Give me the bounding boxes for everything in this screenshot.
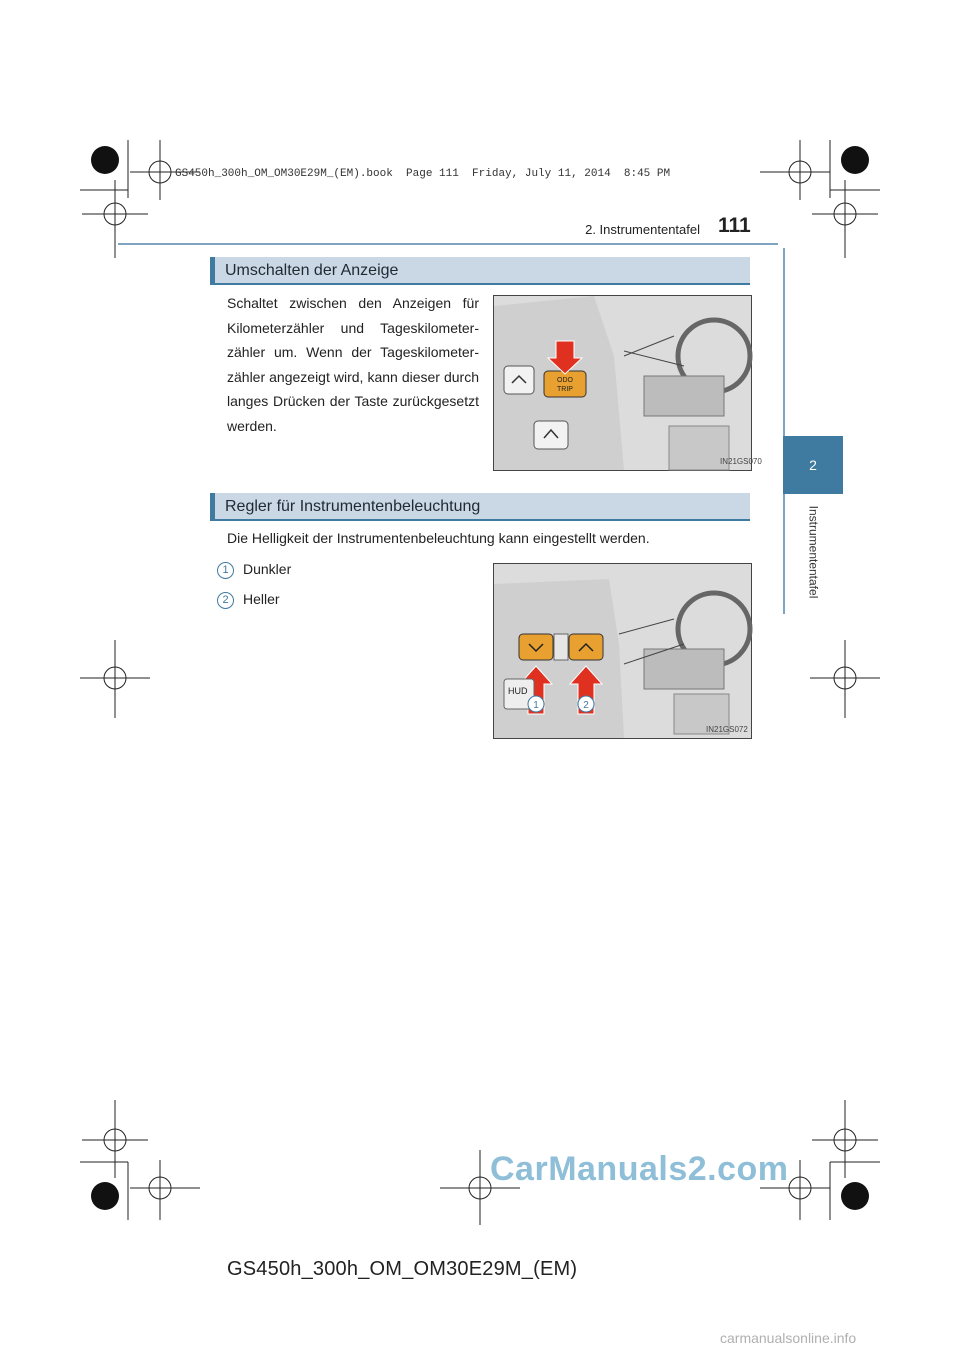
- header-rule: [118, 243, 778, 245]
- section-text-display-switch: Schaltet zwischen den Anzeigen für Kilometerzähler und Tageskilometer-zähler um. Wenn der Tageskilometer-zähler angezeigt wird, kann dieser durch langes Drücken der Taste zurückgesetzt werden.: [227, 295, 479, 434]
- side-rule-bottom: [783, 494, 785, 614]
- side-rule-top: [783, 248, 785, 436]
- hud-label: HUD: [508, 686, 528, 696]
- brighter-button: [569, 634, 603, 660]
- figure-brightness-drawing: [494, 564, 751, 738]
- list-item: [217, 561, 291, 579]
- section-text-brightness: Die Helligkeit der Instrumentenbeleuchtung kann eingestellt werden.: [227, 530, 650, 546]
- odo-label: ODO: [557, 377, 573, 384]
- section-heading-brightness: Regler für Instrumentenbeleuchtung: [210, 493, 750, 521]
- figure-odo-trip: [493, 295, 762, 471]
- figure-brightness-control: [493, 563, 752, 739]
- list-item-label: Dunkler: [243, 561, 292, 577]
- list-item-label: Heller: [243, 591, 280, 607]
- callout-2: 2: [583, 700, 589, 711]
- figure-odo-trip-drawing: [494, 296, 762, 470]
- section-heading-display-switch: Umschalten der Anzeige: [210, 257, 750, 285]
- page-number: 111: [718, 214, 751, 237]
- figure-code: IN21GS072: [706, 725, 748, 734]
- odo-trip-button: [544, 371, 586, 397]
- callout-number: 1: [217, 562, 234, 579]
- watermark-carmanuals2: CarManuals2.com: [490, 1150, 789, 1188]
- darker-button: [519, 634, 553, 660]
- callout-number: 2: [217, 592, 234, 609]
- callout-1: 1: [533, 700, 539, 711]
- chapter-tab: 2: [783, 436, 843, 494]
- list-item: [217, 591, 280, 609]
- figure-code: IN21GS070: [720, 457, 762, 466]
- book-file-line: GS450h_300h_OM_OM30E29M_(EM).book Page 111 Friday, July 11, 2014 8:45 PM: [175, 168, 671, 180]
- trip-label: TRIP: [557, 386, 573, 393]
- chapter-title: 2. Instrumententafel: [585, 222, 700, 237]
- watermark-carmanualsonline: carmanualsonline.info: [720, 1330, 857, 1346]
- footer-doc-code: GS450h_300h_OM_OM30E29M_(EM): [227, 1258, 578, 1280]
- chapter-tab-label: Instrumententafel: [806, 505, 821, 599]
